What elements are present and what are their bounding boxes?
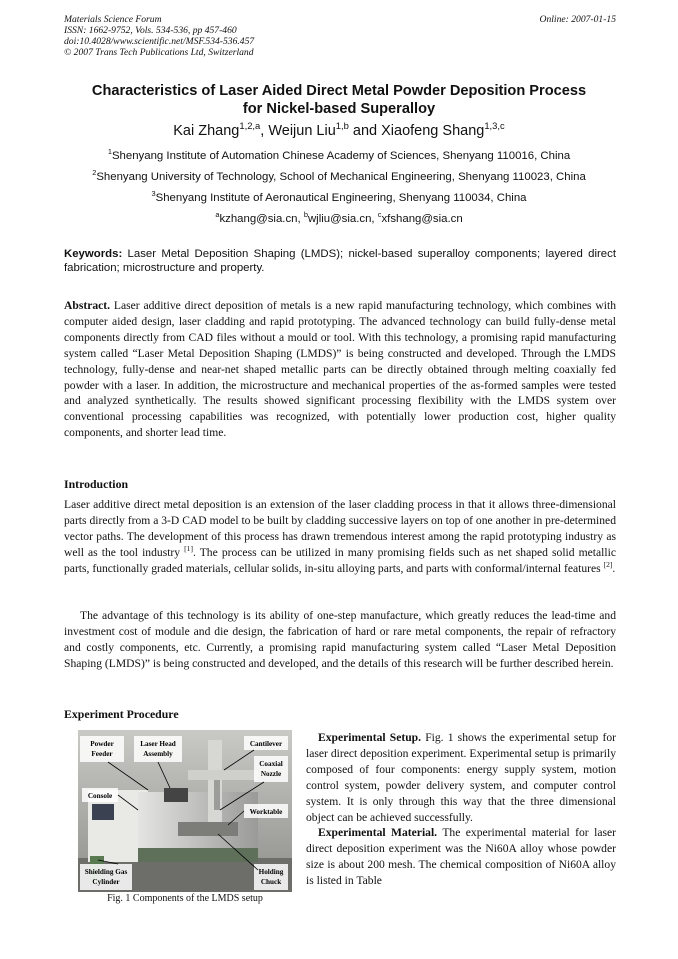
title-line-2: for Nickel-based Superalloy <box>242 101 436 117</box>
abstract-block <box>64 298 616 441</box>
label-powder-feeder: Feeder <box>91 750 113 758</box>
label-powder-feeder: Powder <box>90 740 114 748</box>
label-worktable: Worktable <box>249 808 283 816</box>
setup-label: Experimental Setup. <box>318 731 422 744</box>
author-list <box>40 120 638 139</box>
laser-head <box>164 788 188 802</box>
setup-paragraph <box>306 730 616 825</box>
author-name: Weijun Liu <box>268 123 336 139</box>
citation-2[interactable]: [2] <box>603 559 613 569</box>
affiliation-text: Shenyang University of Technology, School of Mechanical Engineering, Shenyang 110023, China <box>96 171 586 183</box>
lmds-setup-figure <box>78 730 292 892</box>
setup-text: Fig. 1 shows the experimental setup for laser direct deposition experiment. Experimental setup is primarily composed of four components: energy supply system, motion control system, powder delivery system, and computer control system. It is only through this way that the three dimensional object can be achieved successfully. <box>306 731 616 824</box>
author-sup: 1,b <box>335 120 349 132</box>
abstract-label: Abstract. <box>64 299 111 312</box>
label-coaxial-nozzle: Nozzle <box>260 770 282 778</box>
label-shielding-gas: Shielding Gas <box>84 868 128 876</box>
material-text: The experimental material for laser direct deposition experiment was the Ni60A alloy whose powder size is about 200 mesh. The chemical composition of Ni60A alloy is listed in Table <box>306 826 616 888</box>
label-coaxial-nozzle: Coaxial <box>259 760 283 768</box>
figure-caption: Fig. 1 Components of the LMDS setup <box>107 893 263 904</box>
material-paragraph <box>306 825 616 889</box>
label-cantilever: Cantilever <box>249 740 283 748</box>
affiliation-1 <box>30 147 648 162</box>
label-holding-chuck: Chuck <box>260 878 282 886</box>
author-name: Kai Zhang <box>173 123 240 139</box>
email-list: $^a$kzhang@sia.cn, $^b$wjliu@sia.cn, $^c$xfshang@sia.cn <box>215 210 463 225</box>
author-name: Xiaofeng Shang <box>381 123 485 139</box>
affiliation-text: Shenyang Institute of Automation Chinese Academy of Sciences, Shenyang 110016, China <box>111 150 571 162</box>
affiliation-sup: 1 <box>107 147 112 157</box>
citation-1[interactable]: [1] <box>184 543 193 553</box>
affiliation-2 <box>30 168 648 183</box>
issn-line: ISSN: 1662-9752, Vols. 534-536, pp 457-460 <box>64 25 237 36</box>
affiliation-text: Shenyang Institute of Aeronautical Engineering, Shenyang 110034, China <box>155 192 527 204</box>
email-link[interactable]: xfshang@sia.cn <box>381 213 463 225</box>
author-separator: and <box>348 123 382 139</box>
author-sup: 1,2,a <box>239 120 261 132</box>
abstract-text: Laser additive direct deposition of metals is a new rapid manufacturing technology, which combines with computer aided design, laser cladding and rapid prototyping. The advanced technology can build fully-dense metal components directly from CAD files without a mould or tool. With this technology, a promising rapid manufacturing system called “Laser Metal Deposition Shaping (LMDS)” is being constructed and developed. Through the LMDS technology, fully-dense and near-net shaped metallic parts can be directly obtained through melting coaxially fed powder with a laser. In addition, the microstructure and mechanical properties of the as-formed samples were tested and analyzed synthetically. The results showed significant processing flexibility with the LMDS system over conventional processing capabilities was recognized, with potentially lower production cost, higher quality components, and shorter lead time. <box>64 299 616 440</box>
material-label: Experimental Material. <box>318 826 438 840</box>
label-laser-head: Laser Head <box>140 740 176 748</box>
author-sup: 1,3,c <box>484 120 505 132</box>
experiment-heading: Experiment Procedure <box>64 707 179 721</box>
author-separator: , <box>260 123 269 139</box>
keywords-label: Keywords: <box>64 248 123 260</box>
journal-header <box>64 14 616 58</box>
journal-name: Materials Science Forum <box>64 14 162 25</box>
label-laser-head: Assembly <box>143 750 173 758</box>
intro-text-b: . The process can be utilized in many promising fields such as net shaped solid metallic parts, functionally graded materials, cellular solids, in-situ alloying parts, and parts with conformal/internal features <box>64 545 616 575</box>
introduction-paragraph-1 <box>64 497 616 577</box>
affiliation-sup: 2 <box>92 168 97 178</box>
paper-title <box>40 82 638 118</box>
keywords-text: Laser Metal Deposition Shaping (LMDS); nickel-based superalloy components; layered direct fabrication; microstructure and property. <box>64 248 616 274</box>
introduction-paragraph-2: The advantage of this technology is its ability of one-step manufacture, which greatly reduces the lead-time and investment cost of module and die design, the fabrication of hard or rare metal components, the repair of refractory and costly components, etc. Currently, a promising rapid manufacturing system called “Laser Metal Deposition Shaping (LMDS)” is being constructed and developed, and the details of this research will be further described herein. <box>64 609 616 670</box>
label-console: Console <box>87 792 113 800</box>
affiliation-3 <box>30 189 648 204</box>
doi-line: doi:10.4028/www.scientific.net/MSF.534-536.457 <box>64 36 255 47</box>
keywords-block <box>64 248 616 275</box>
experiment-column <box>306 730 616 889</box>
email-link[interactable]: wjliu@sia.cn, <box>307 213 375 225</box>
introduction-heading: Introduction <box>64 477 129 491</box>
copyright-line: © 2007 Trans Tech Publications Ltd, Switzerland <box>64 47 254 58</box>
title-line-1: Characteristics of Laser Aided Direct Metal Powder Deposition Process <box>91 83 587 99</box>
intro-text-c: . <box>612 561 616 575</box>
email-link[interactable]: kzhang@sia.cn, <box>219 213 301 225</box>
label-shielding-gas: Cylinder <box>92 878 120 886</box>
affiliation-sup: 3 <box>151 189 156 199</box>
online-date: Online: 2007-01-15 <box>539 14 616 25</box>
intro-text-a: Laser additive direct metal deposition is an extension of the laser cladding process in that it allows three-dimensional parts directly from a 3-D CAD model to be built by cladding successive layers on top of one another in pre-determined vector paths. The development of this process has drawn tremendous interest among the rapid prototyping industry as well as the tool industry <box>64 498 616 559</box>
label-holding-chuck: Holding <box>258 868 284 876</box>
